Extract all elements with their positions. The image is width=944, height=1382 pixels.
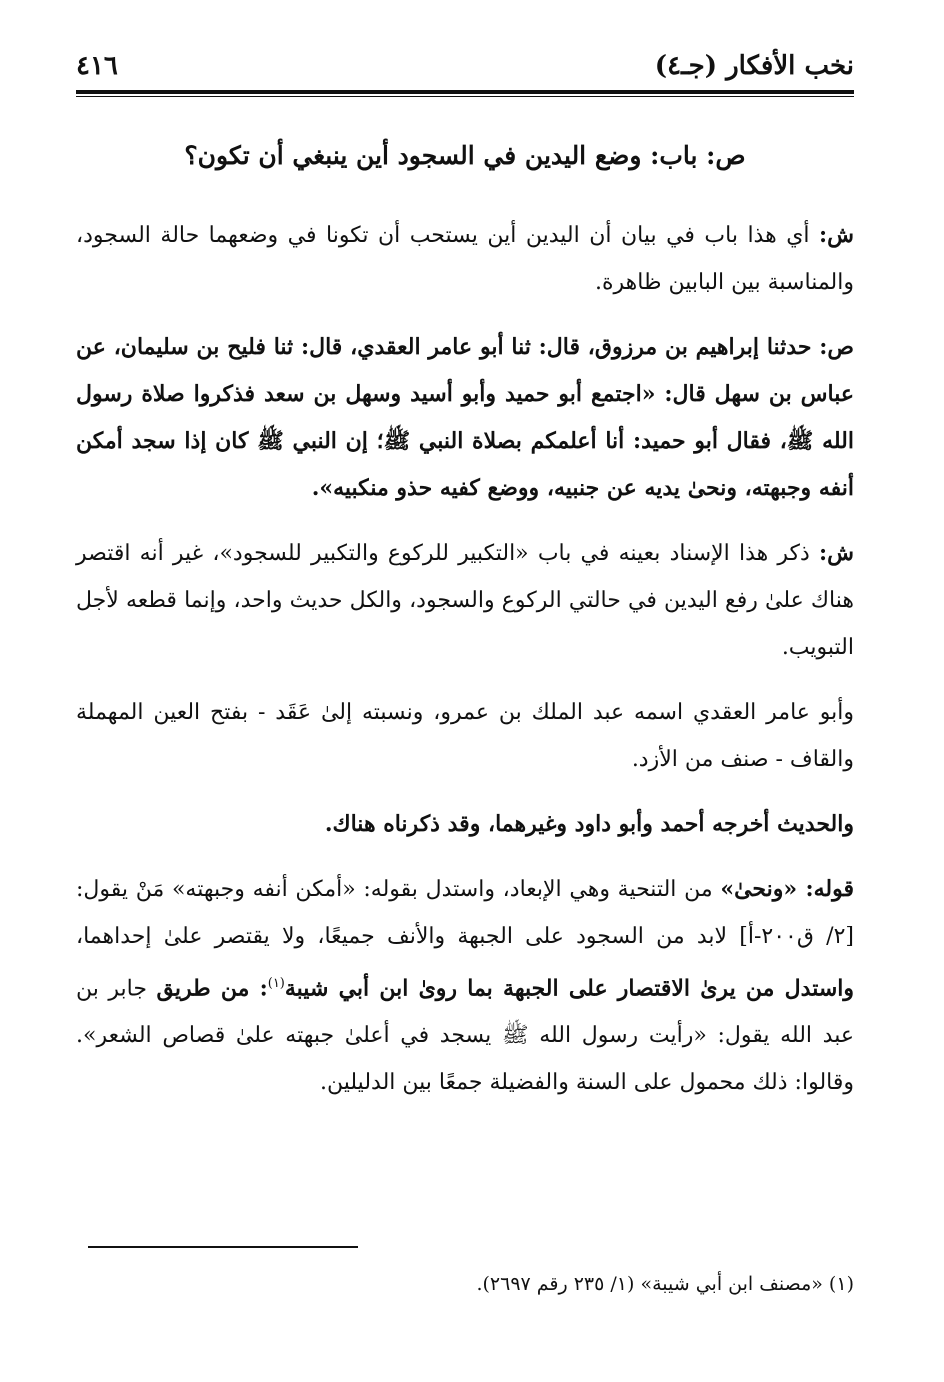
paragraph-lead: ص: <box>819 334 854 360</box>
footnote-ref[interactable]: (١) <box>267 976 285 991</box>
paragraph-bold-text: واستدل من يرىٰ الاقتصار على الجبهة بما روىٰ ابن أبي شيبة <box>284 975 854 1002</box>
paragraph-bold-text: : من طريق <box>156 975 268 1002</box>
paragraph-lead: ش: <box>819 540 854 566</box>
paragraph-3 <box>76 530 854 671</box>
paragraph-text: أي هذا باب في بيان أن اليدين أين يستحب أن تكونا في وضعهما حالة السجود، والمناسبة بين البابين ظاهرة. <box>76 223 854 295</box>
paragraph-text: حدثنا إبراهيم بن مرزوق، قال: ثنا أبو عامر العقدي، قال: ثنا فليح بن سليمان، عن عباس بن سهل قال: «اجتمع أبو حميد وأبو أسيد وسهل بن سعد فذكروا صلاة رسول الله ﷺ، فقال أبو حميد: أنا أعلمكم بصلاة النبي ﷺ؛ إن النبي ﷺ كان إذا سجد أمكن أنفه وجبهته، ونحىٰ يديه عن جنبيه، ووضع كفيه حذو منكبيه». <box>76 334 854 501</box>
paragraph-text: ذكر هذا الإسناد بعينه في باب «التكبير للركوع والتكبير للسجود»، غير أنه اقتصر هناك علىٰ رفع اليدين في حالتي الركوع والسجود، والكل حديث واحد، وإنما قطعه لأجل التبويب. <box>76 541 854 660</box>
paragraph-5 <box>76 801 854 848</box>
paragraph-4 <box>76 689 854 783</box>
paragraph-lead: ش: <box>819 222 854 248</box>
paragraph-6 <box>76 866 854 1106</box>
paragraph-text: جابر بن عبد الله يقول: «رأيت رسول الله ﷺ يسجد في أعلىٰ جبهته علىٰ قصاص الشعر». وقالوا: ذلك محمول على السنة والفضيلة جمعًا بين الدليلين. <box>76 976 854 1096</box>
page-number: ٤١٦ <box>76 51 118 81</box>
footnote: (١) «مصنف ابن أبي شيبة» (١/ ٢٣٥ رقم ٢٦٩٧). <box>476 1273 854 1295</box>
footnote-divider <box>88 1246 358 1248</box>
header-divider <box>76 90 854 94</box>
paragraph-1 <box>76 212 854 306</box>
paragraph-text: وأبو عامر العقدي اسمه عبد الملك بن عمرو، ونسبته إلىٰ عَقَد - بفتح العين المهملة والقاف - صنف من الأزد. <box>76 700 854 772</box>
paragraph-lead: قوله: «ونحىٰ» <box>720 876 854 902</box>
paragraph-text: من التنحية وهي الإبعاد، واستدل بقوله: «أمكن أنفه وجبهته» مَنْ يقول: [٢/ ق٢٠٠-أ] لابد من السجود على الجبهة والأنف جميعًا، ولا يقتصر علىٰ إحداهما، <box>76 877 854 949</box>
body-text <box>76 212 854 1124</box>
section-title: ص: باب: وضع اليدين في السجود أين ينبغي أن تكون؟ <box>184 141 746 170</box>
paragraph-2 <box>76 324 854 512</box>
book-title: نخب الأفكار (جـ٤) <box>654 51 854 81</box>
paragraph-text: والحديث أخرجه أحمد وأبو داود وغيرهما، وقد ذكرناه هناك. <box>324 811 854 837</box>
page-header <box>76 46 854 86</box>
